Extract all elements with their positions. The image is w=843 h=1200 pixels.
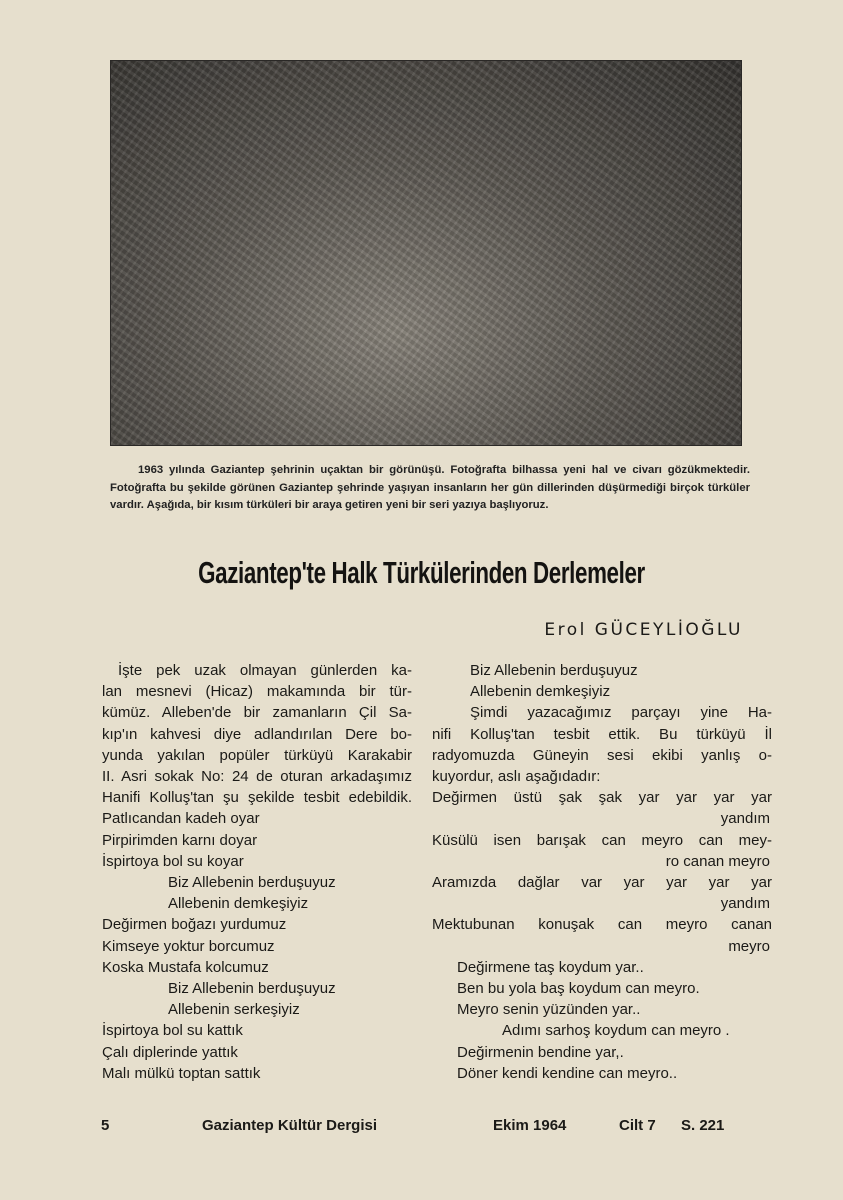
intro-line: lan mesnevi (Hicaz) makamında bir tür- [102,683,412,701]
aerial-city-photo [110,60,742,446]
prose-line: radyomuzda Güneyin sesi ekibi yanlış o- [432,746,772,764]
verse-block-right [432,787,772,957]
verse-line: Döner kendi kendine can meyro.. [457,1064,678,1082]
article-title: Gaziantep'te Halk Türkülerinden Derlemeler [198,555,645,590]
verse-line: Çalı diplerinde yattık [102,1043,238,1061]
author-name: Erol GÜCEYLİOĞLU [544,620,743,640]
verse-line: Allebenin serkeşiyiz [168,1001,300,1019]
verse-line: Patlıcandan kadeh oyar [102,810,260,828]
verse-line: İspirtoya bol su koyar [102,852,244,870]
verse-line: Pirpirimden karnı doyar [102,831,258,849]
page-footer [0,1117,843,1139]
verse-line: Ben bu yola baş koydum can meyro. [457,980,700,998]
refrain-line: Şimdi yazacağımız parçayı yine Ha- [470,704,772,722]
intro-line: Hanifi Kolluş'tan şu şekilde tesbit edebildik. [102,789,412,807]
intro-line: kıp'ın kahvesi diye adlandırılan Dere bo- [102,725,412,743]
verse-line: Değirmenin bendine yar,. [457,1043,624,1061]
verse-continuation: yandım [720,895,770,913]
photo-caption: 1963 yılında Gaziantep şehrinin uçaktan bir görünüşü. Fotoğrafta bilhassa yeni hal ve civarı gözükmektedir. Fotoğrafta bu şekilde görünen Gaziantep şehrinde yaşıyan insanların her gün dillerinden düşürmediği birçok türküler vardır. Aşağıda, bir kısım türküleri bir araya getiren yeni bir seri yazıya başlıyoruz. [110,464,750,511]
intro-line: II. Asri sokak No: 24 de oturan arkadaşımız [102,768,412,786]
verse-line: Koska Mustafa kolcumuz [102,958,269,976]
verse-line: Değirmen boğazı yurdumuz [102,916,287,934]
closing-verse [432,957,772,1084]
journal-name: Gaziantep Kültür Dergisi [202,1117,378,1134]
verse-line: İspirtoya bol su kattık [102,1022,243,1040]
verse-line: Adımı sarhoş koydum can meyro . [502,1022,730,1040]
intro-paragraph [102,660,412,808]
verse-line: Kimseye yoktur borcumuz [102,937,275,955]
prose-line: nifi Kolluş'tan tesbit ettik. Bu türküyü İl [432,725,772,743]
verse-line: Mektubunan konuşak can meyro canan [432,916,772,934]
verse-line: Malı mülkü toptan sattık [102,1064,261,1082]
right-column [432,660,772,1084]
intro-line: İşte pek uzak olmayan günlerden ka- [118,662,412,679]
verse-continuation: yandım [720,810,770,828]
verse-continuation: meyro [728,937,770,955]
verse-block-left [102,808,412,1084]
refrain-line: Allebenin demkeşiyiz [470,683,611,701]
issue-number: S. 221 [681,1117,725,1134]
verse-line: Değirmen üstü şak şak yar yar yar yar [432,789,772,807]
volume-number: Cilt 7 [619,1117,656,1134]
verse-line: Meyro senin yüzünden yar.. [457,1001,641,1019]
page-number: 5 [101,1117,110,1134]
verse-line: Biz Allebenin berduşuyuz [168,874,336,892]
refrain-block [432,660,772,724]
issue-date: Ekim 1964 [493,1117,567,1134]
verse-line: Küsülü isen barışak can meyro can mey- [432,831,772,849]
refrain-line: Biz Allebenin berduşuyuz [470,662,638,679]
intro-line: yunda yakılan popüler türküyü Karakabir [102,746,412,764]
left-column [102,660,412,1084]
verse-line: Aramızda dağlar var yar yar yar yar [432,874,772,892]
intro-line: kümüz. Alleben'de bir zamanların Çil Sa- [102,704,412,722]
verse-continuation: ro canan meyro [665,852,770,870]
prose-line: kuyordur, aslı aşağıdadır: [432,768,601,786]
verse-line: Biz Allebenin berduşuyuz [168,980,336,998]
second-intro [432,724,772,788]
verse-line: Değirmene taş koydum yar.. [457,958,644,976]
verse-line: Allebenin demkeşiyiz [168,895,309,913]
